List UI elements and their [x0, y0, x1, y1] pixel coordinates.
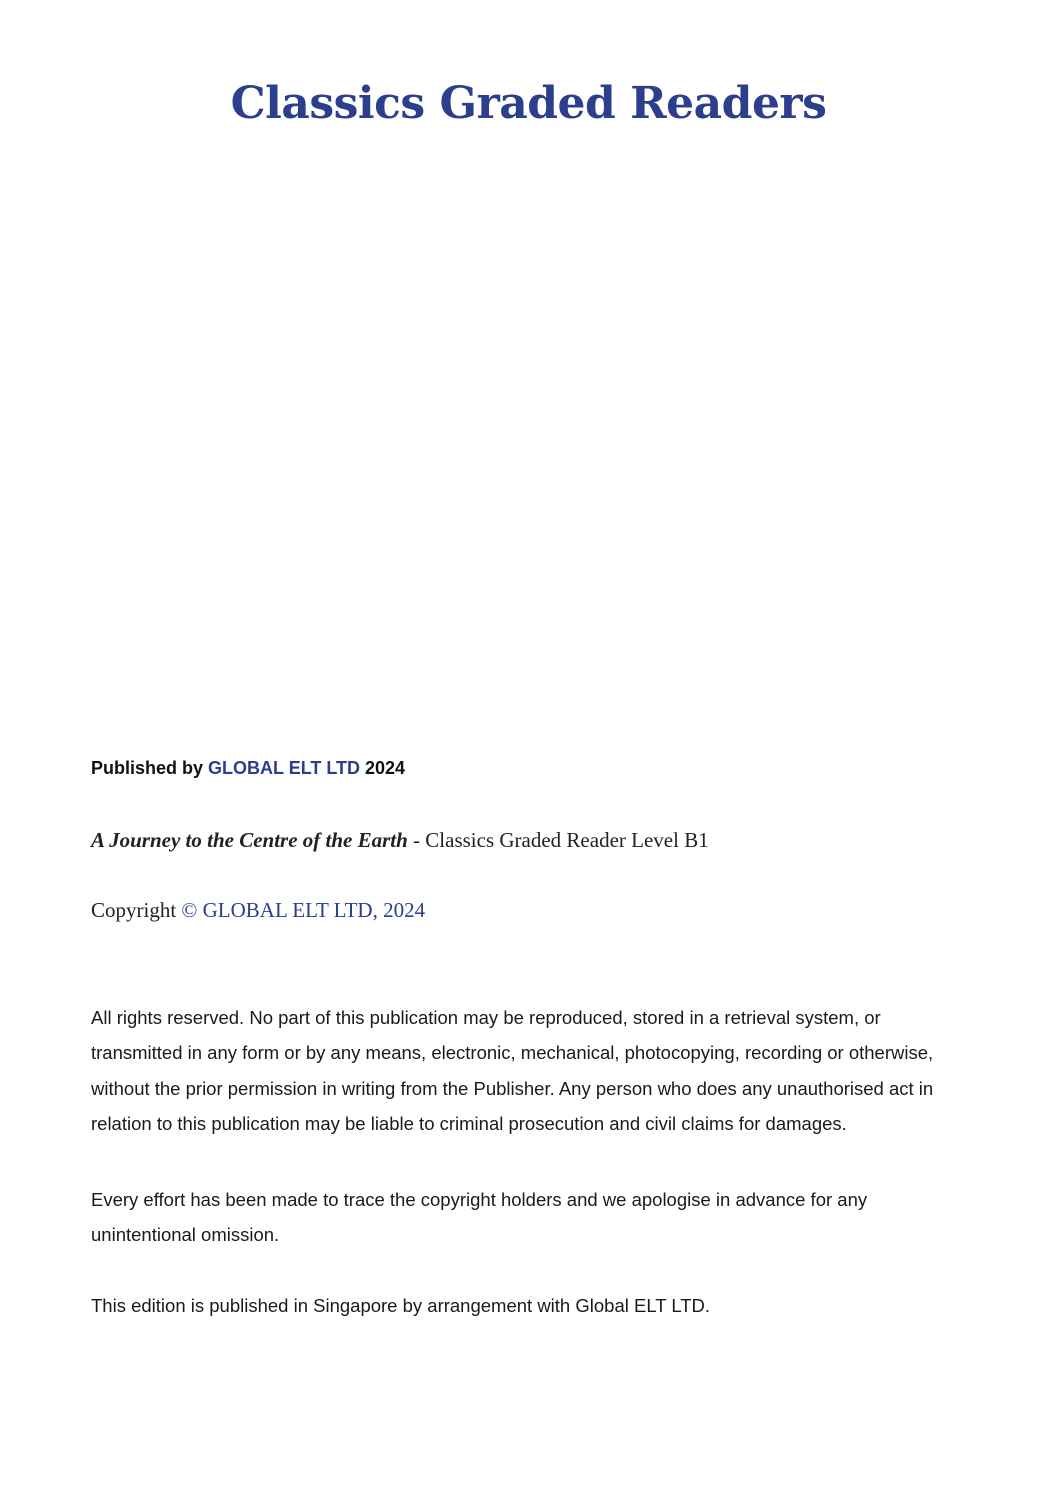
publisher-name: GLOBAL ELT LTD	[208, 758, 361, 778]
copyright-prefix: Copyright	[91, 898, 182, 922]
published-by-line	[91, 758, 405, 779]
book-title-line	[91, 828, 709, 853]
rights-reserved-paragraph: All rights reserved. No part of this publication may be reproduced, stored in a retrieval system, or transmitted in any form or by any means, electronic, mechanical, photocopying, recording or otherwise, without the prior permission in writing from the Publisher. Any person who does any unauthorised act in relation to this publication may be liable to criminal prosecution and civil claims for damages.	[91, 1007, 934, 1134]
copyright-line	[91, 898, 425, 923]
series-title: Classics Graded Readers	[230, 78, 827, 129]
book-subtitle: - Classics Graded Reader Level B1	[407, 828, 709, 852]
copyright-effort-paragraph: Every effort has been made to trace the copyright holders and we apologise in advance for any unintentional omission.	[91, 1189, 868, 1246]
copyright-holder: © GLOBAL ELT LTD, 2024	[181, 898, 426, 922]
edition-notice: This edition is published in Singapore by arrangement with Global ELT LTD.	[91, 1295, 711, 1316]
published-prefix: Published by	[91, 758, 209, 778]
book-title: A Journey to the Centre of the Earth	[91, 828, 408, 852]
published-year: 2024	[360, 758, 406, 778]
